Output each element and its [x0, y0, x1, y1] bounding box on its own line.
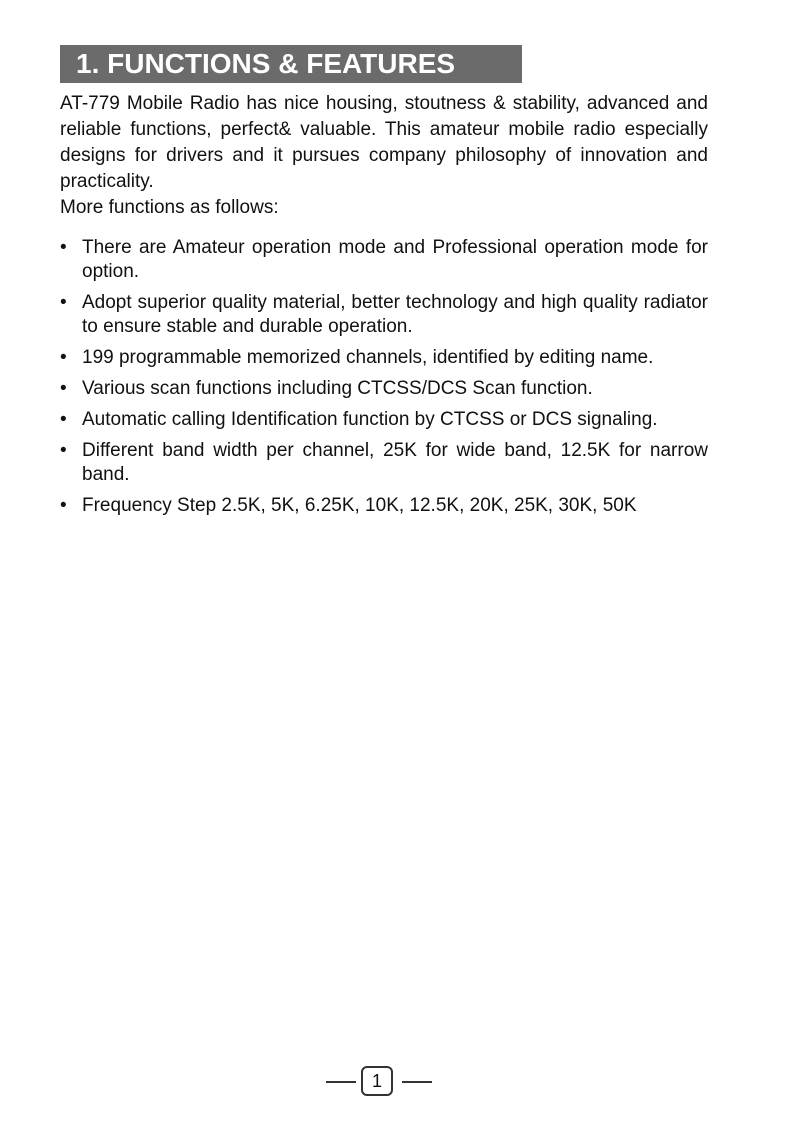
- footer-dash-left: [326, 1081, 356, 1083]
- footer-dash-right: [402, 1081, 432, 1083]
- list-item: [60, 408, 708, 432]
- list-item: [60, 346, 708, 370]
- page-footer: [0, 1066, 785, 1096]
- bullet-icon: •: [60, 292, 67, 313]
- list-item: [60, 291, 708, 339]
- intro-text: [60, 91, 708, 221]
- bullet-icon: •: [60, 440, 67, 461]
- list-item: [60, 439, 708, 487]
- feature-list: [60, 236, 708, 525]
- feature-text: Various scan functions including CTCSS/DCS Scan function.: [82, 378, 593, 399]
- feature-text: 199 programmable memorized channels, identified by editing name.: [82, 347, 654, 368]
- bullet-icon: •: [60, 237, 67, 258]
- bullet-icon: •: [60, 495, 67, 516]
- feature-text: There are Amateur operation mode and Professional operation mode for option.: [82, 237, 708, 282]
- bullet-icon: •: [60, 378, 67, 399]
- section-title: 1. FUNCTIONS & FEATURES: [60, 45, 522, 83]
- page-number: 1: [361, 1066, 393, 1096]
- list-item: [60, 236, 708, 284]
- bullet-icon: •: [60, 347, 67, 368]
- intro-more-line: More functions as follows:: [60, 197, 279, 218]
- feature-text: Adopt superior quality material, better technology and high quality radiator to ensure stable and durable operation.: [82, 292, 708, 337]
- list-item: [60, 377, 708, 401]
- bullet-icon: •: [60, 409, 67, 430]
- feature-text: Automatic calling Identification function by CTCSS or DCS signaling.: [82, 409, 658, 430]
- feature-text: Frequency Step 2.5K, 5K, 6.25K, 10K, 12.5K, 20K, 25K, 30K, 50K: [82, 495, 637, 516]
- list-item: [60, 494, 708, 518]
- intro-paragraph: AT-779 Mobile Radio has nice housing, stoutness & stability, advanced and reliable functions, perfect& valuable. This amateur mobile radio especially designs for drivers and it pursues company philosophy of innovation and practicality.: [60, 93, 708, 192]
- feature-text: Different band width per channel, 25K for wide band, 12.5K for narrow band.: [82, 440, 708, 485]
